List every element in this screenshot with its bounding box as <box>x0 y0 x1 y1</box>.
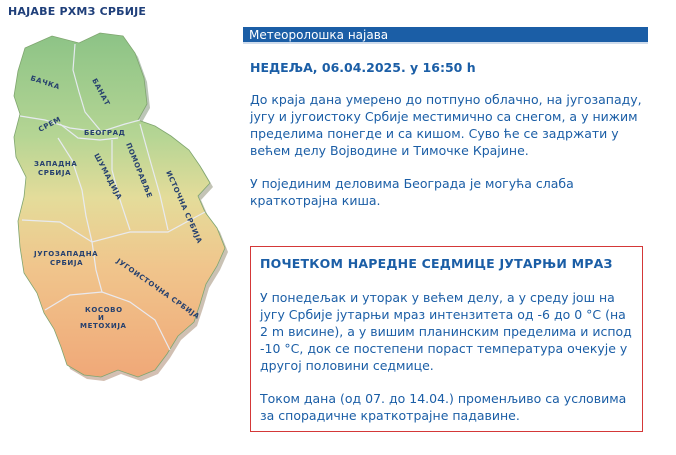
forecast-date: НЕДЕЉА, 06.04.2025. у 16:50 h <box>250 60 476 75</box>
frost-warning-box <box>250 246 643 432</box>
region-label-banat: БАНАТ <box>90 77 112 108</box>
forecast-panel <box>243 27 648 209</box>
region-label-srem: СРЕМ <box>37 115 63 134</box>
region-label-zapadna-1: ЗАПАДНА <box>34 160 78 168</box>
region-label-kosovo-1: КОСОВО <box>85 306 123 314</box>
region-label-kosovo-3: МЕТОХИЈА <box>80 322 127 330</box>
region-label-jugozapadna-2: СРБИЈА <box>50 259 84 267</box>
region-label-backa: БАЧКА <box>29 74 61 92</box>
warning-title: ПОЧЕТКОМ НАРЕДНЕ СЕДМИЦЕ ЈУТАРЊИ МРАЗ <box>260 256 613 271</box>
region-label-jugozapadna-1: ЈУГОЗАПАДНА <box>34 250 99 258</box>
region-label-istocna: ИСТОЧНА СРБИЈА <box>164 169 204 245</box>
region-label-zapadna-2: СРБИЈА <box>38 169 72 177</box>
region-label-pomoravlje: ПОМОРАВЉЕ <box>124 141 154 200</box>
region-label-sumadija: ШУМАДИЈА <box>92 152 124 202</box>
forecast-paragraph-2: У појединим деловима Београда је могућа слаба краткотрајна киша. <box>250 176 574 208</box>
forecast-header: Метеоролошка најава <box>243 27 648 44</box>
region-label-jugoistocna: ЈУГОИСТОЧНА СРБИЈА <box>114 257 202 321</box>
region-label-beograd: БЕОГРАД <box>84 129 126 137</box>
forecast-paragraph-1: До краја дана умерено до потпуно облачно, на југозападу, југу и југоистоку Србије местимично са снегом, а у нижим пределима понегде и са кишом. Суво ће се задржати у већем делу Војводине и Тимочке Крајине. <box>250 92 642 158</box>
page-title: НАЈАВЕ РХМЗ СРБИЈЕ <box>8 5 147 18</box>
serbia-region-map <box>0 20 240 455</box>
region-label-kosovo-2: И <box>98 314 105 322</box>
warning-paragraph-2: Током дана (од 07. до 14.04.) променљиво са условима за спорадичне краткотрајне падавине. <box>260 391 627 423</box>
warning-paragraph-1: У понедељак и уторак у већем делу, а у среду још на југу Србије јутарњи мраз интензитета од -6 до 0 °C (на 2 m висине), а у вишим планинским пределима и испод -10 °C, док се постепени пораст температура очекује у другој половини седмице. <box>260 290 632 373</box>
